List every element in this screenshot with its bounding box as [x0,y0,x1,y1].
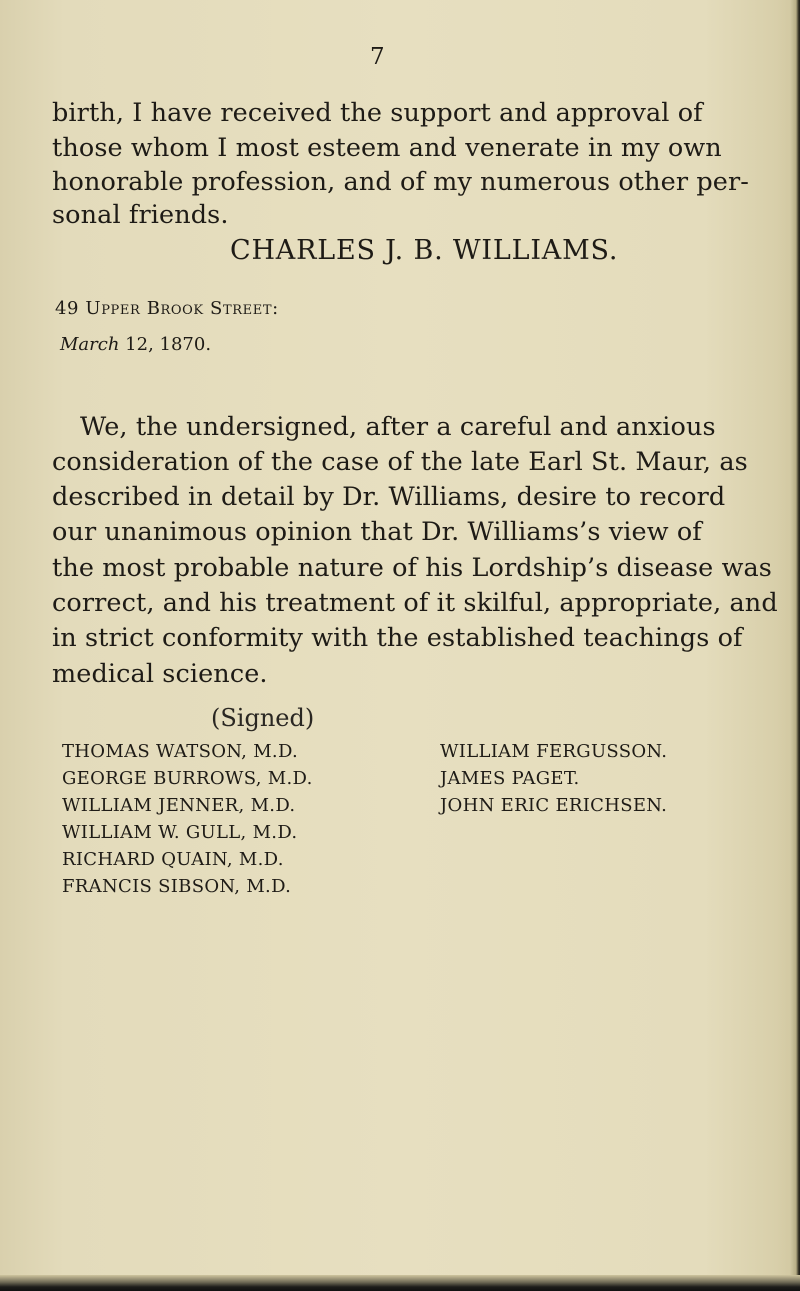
signatory-right-2: JAMES PAGET. [440,768,580,789]
signatory-left-3: WILLIAM JENNER, M.D. [62,795,296,816]
signed-label: (Signed) [211,704,315,732]
paragraph1-line-3: honorable profession, and of my numerous other per- [52,167,749,197]
signatory-right-3: JOHN ERIC ERICHSEN. [440,795,668,816]
paragraph1-line-1: birth, I have received the support and approval of [52,98,703,128]
date-month: March [60,334,120,355]
paragraph2-line-4: our unanimous opinion that Dr. Williams’s view of [52,517,702,547]
paragraph2-line-8: medical science. [52,659,268,689]
paragraph2-line-1: We, the undersigned, after a careful and anxious [80,412,716,442]
date-rest: 12, 1870. [119,334,212,355]
page-bottom-edge [0,1275,800,1291]
letter-date [60,334,211,355]
paragraph1-line-4: sonal friends. [52,200,229,230]
signatory-right-1: WILLIAM FERGUSSON. [440,741,668,762]
signatory-left-6: FRANCIS SIBSON, M.D. [62,876,292,897]
signatory-left-4: WILLIAM W. GULL, M.D. [62,822,298,843]
signatory-left-2: GEORGE BURROWS, M.D. [62,768,313,789]
page-right-edge [790,0,800,1291]
paragraph2-line-6: correct, and his treatment of it skilful, appropriate, and [52,588,778,618]
paragraph1-line-2: those whom I most esteem and venerate in my own [52,133,722,163]
paragraph2-line-5: the most probable nature of his Lordship’s disease was [52,553,772,583]
page-number: 7 [370,44,385,70]
paragraph2-line-2: consideration of the case of the late Earl St. Maur, as [52,447,748,477]
author-address: 49 Upper Brook Street: [55,298,279,319]
signatory-left-1: THOMAS WATSON, M.D. [62,741,299,762]
author-signature: CHARLES J. B. WILLIAMS. [230,235,619,266]
signatory-left-5: RICHARD QUAIN, M.D. [62,849,284,870]
paragraph2-line-3: described in detail by Dr. Williams, desire to record [52,482,726,512]
paragraph2-line-7: in strict conformity with the established teachings of [52,623,743,653]
